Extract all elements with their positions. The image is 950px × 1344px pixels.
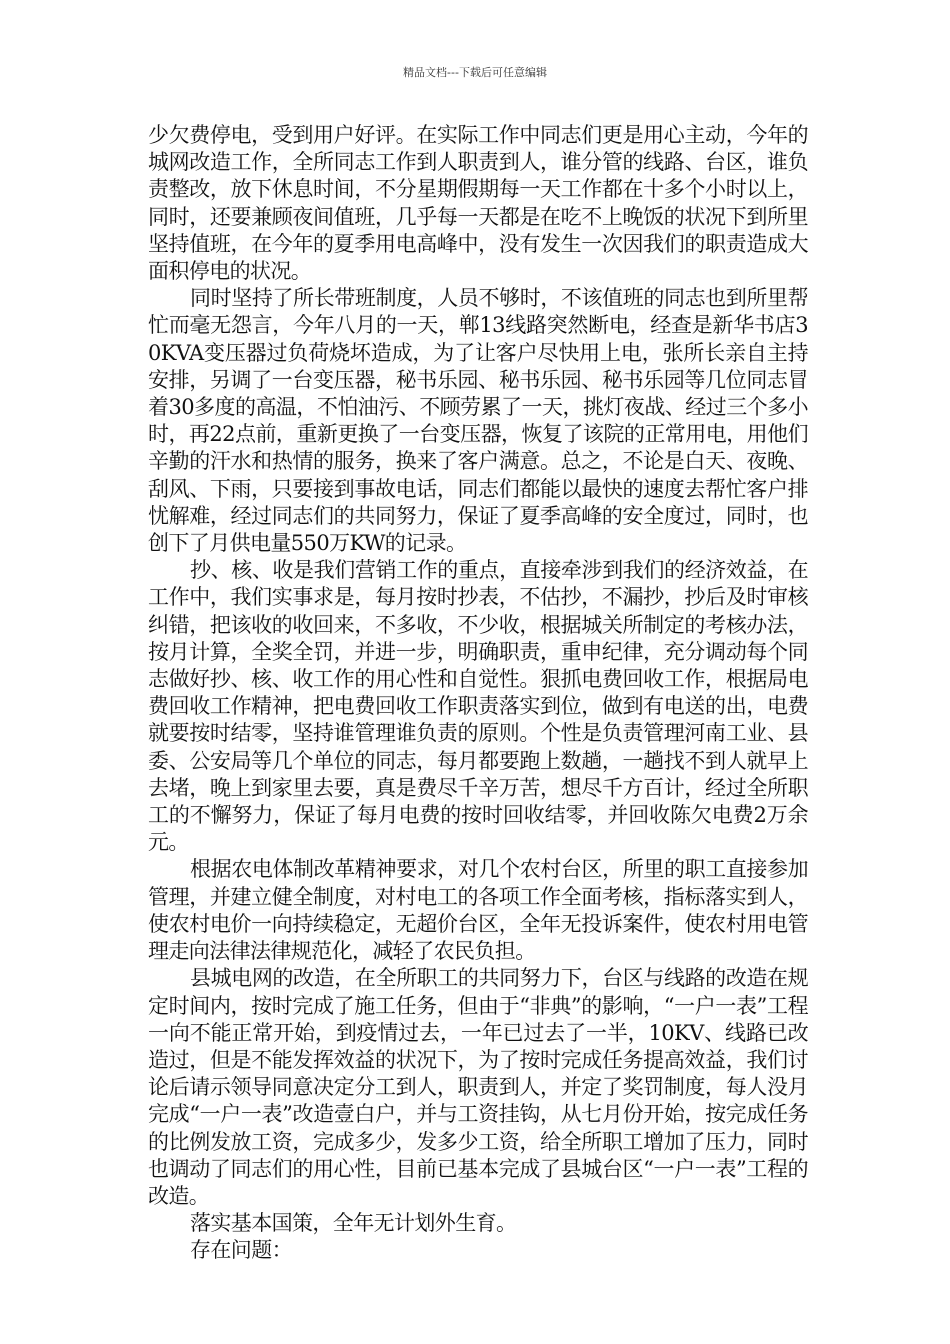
paragraph-6: 落实基本国策，全年无计划外生育。 (190, 1211, 517, 1236)
paragraph-7: 存在问题： (190, 1238, 292, 1263)
paragraph-4: 根据农电体制改革精神要求，对几个农村台区，所里的职工直接参加管理，并建立健全制度，对村电工的各项工作全面考核，指标落实到人，使农村电价一向持续稳定，无超价台区，全年无投诉案件，使农村用电管理走向法律法律规范化，减轻了农民负担。 (148, 857, 808, 964)
document-body (148, 122, 808, 1265)
paragraph-3: 抄、核、收是我们营销工作的重点，直接牵涉到我们的经济效益，在工作中，我们实事求是，每月按时抄表，不估抄，不漏抄，抄后及时审核纠错，把该收的收回来，不多收，不少收，根据城关所制定的考核办法，按月计算，全奖全罚，并进一步，明确职责，重申纪律，充分调动每个同志做好抄、核、收工作的用心性和自觉性。狠抓电费回收工作，根据局电费回收工作精神，把电费回收工作职责落实到位，做到有电送的出，电费就要按时结零，坚持谁管理谁负责的原则。个性是负责管理河南工业、县委、公安局等几个单位的同志，每月都要跑上数趟，一趟找不到人就早上去堵，晚上到家里去要，真是费尽千辛万苦，想尽千方百计，经过全所职工的不懈努力，保证了每月电费的按时回收结零，并回收陈欠电费2万余元。 (148, 558, 808, 855)
paragraph-1: 少欠费停电，受到用户好评。在实际工作中同志们更是用心主动，今年的城网改造工作，全所同志工作到人职责到人，谁分管的线路、台区，谁负责整改，放下休息时间，不分星期假期每一天工作都在十多个小时以上，同时，还要兼顾夜间值班，几乎每一天都是在吃不上晚饭的状况下到所里坚持值班，在今年的夏季用电高峰中，没有发生一次因我们的职责造成大面积停电的状况。 (148, 123, 808, 284)
paragraph-5: 县城电网的改造，在全所职工的共同努力下，台区与线路的改造在规定时间内，按时完成了施工任务，但由于“非典”的影响，“一户一表”工程一向不能正常开始，到疫情过去，一年已过去了一半，10KV、线路已改造过，但是不能发挥效益的状况下，为了按时完成任务提高效益，我们讨论后请示领导同意决定分工到人，职责到人，并定了奖罚制度，每人没月完成“一户一表”改造壹白户，并与工资挂钩，从七月份开始，按完成任务的比例发放工资，完成多少，发多少工资，给全所职工增加了压力，同时也调动了同志们的用心性，目前已基本完成了县城台区“一户一表”工程的改造。 (148, 966, 808, 1208)
page-header: 精品文档---下载后可任意编辑 (403, 66, 547, 79)
paragraph-2: 同时坚持了所长带班制度，人员不够时，不该值班的同志也到所里帮忙而毫无怨言，今年八月的一天，郸13线路突然断电，经查是新华书店30KVA变压器过负荷烧坏造成，为了让客户尽快用上电，张所长亲自主持安排，另调了一台变压器，秘书乐园、秘书乐园、秘书乐园等几位同志冒着30多度的高温，不怕油污、不顾劳累了一天，挑灯夜战、经过三个多小时，再22点前，重新更换了一台变压器，恢复了该院的正常用电，用他们辛勤的汗水和热情的服务，换来了客户满意。总之，不论是白天、夜晚、刮风、下雨，只要接到事故电话，同志们都能以最快的速度去帮忙客户排忧解难，经过同志们的共同努力，保证了夏季高峰的安全度过，同时，也创下了月供电量550万KW的记录。 (148, 286, 808, 556)
